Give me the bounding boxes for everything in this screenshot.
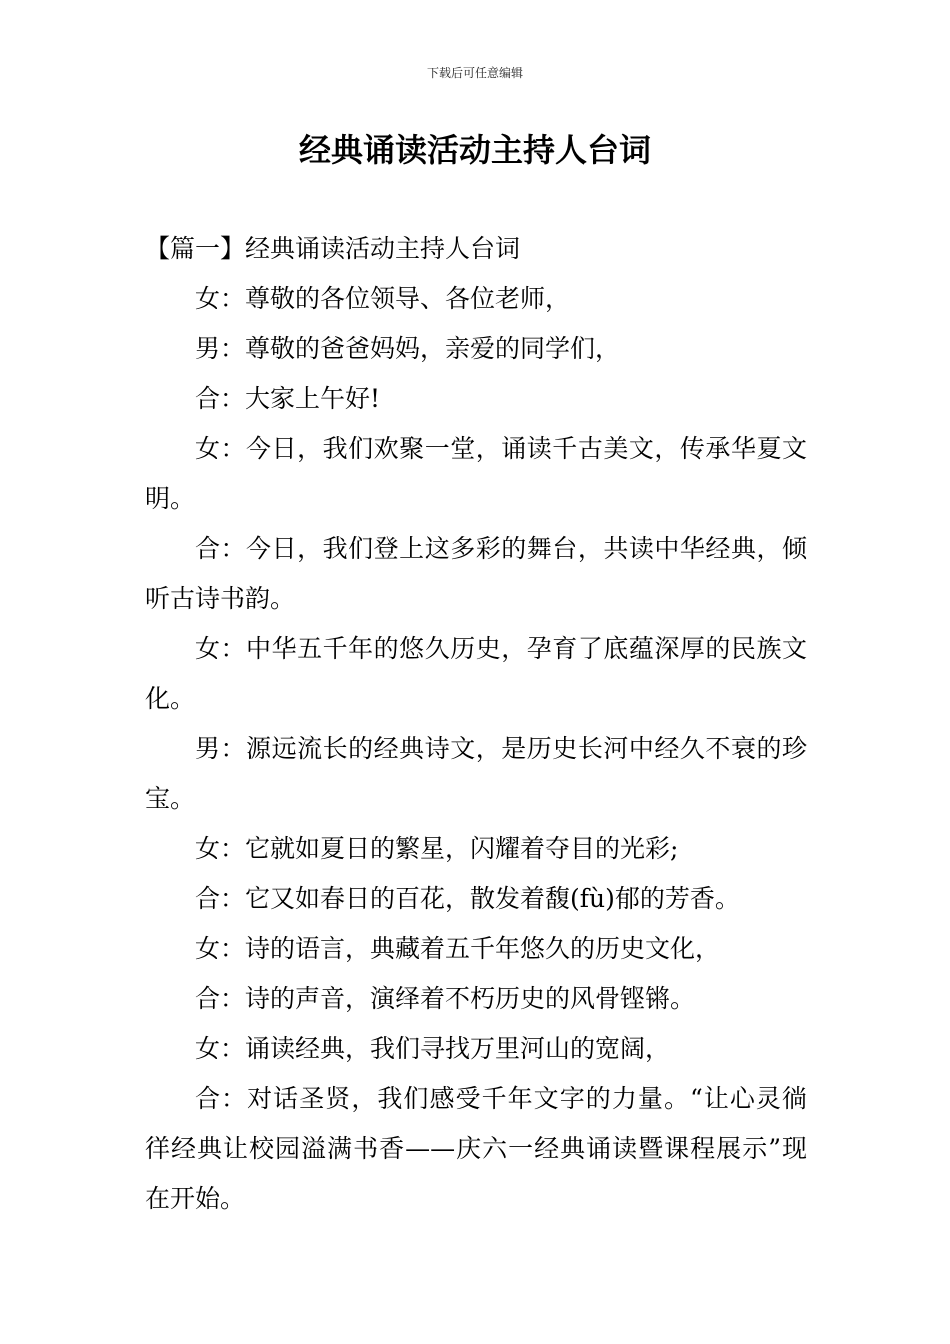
document-title: 经典诵读活动主持人台词 — [298, 131, 651, 169]
paragraph: 合：诗的声音，演绎着不朽历史的风骨铿锵。 — [195, 984, 696, 1013]
paragraph: 女：中华五千年的悠久历史，孕育了底蕴深厚的民族文化。 — [145, 634, 807, 713]
paragraph: 女：诗的语言，典藏着五千年悠久的历史文化， — [195, 934, 721, 963]
paragraph: 女：今日，我们欢聚一堂，诵读千古美文，传承华夏文明。 — [145, 434, 807, 513]
paragraph: 男：尊敬的爸爸妈妈，亲爱的同学们， — [195, 334, 621, 363]
paragraph: 男：源远流长的经典诗文，是历史长河中经久不衰的珍宝。 — [145, 734, 807, 813]
paragraph: 合：大家上午好! — [195, 384, 381, 413]
paragraph: 女：尊敬的各位领导、各位老师， — [195, 284, 571, 313]
paragraph: 合：对话圣贤，我们感受千年文字的力量。“让心灵徜徉经典让校园溢满书香——庆六一经典诵读暨课程展示”现在开始。 — [145, 1084, 807, 1213]
document-body — [145, 224, 807, 1224]
paragraph: 合：它又如春日的百花，散发着馥(fù)郁的芳香。 — [195, 884, 740, 913]
paragraph: 合：今日，我们登上这多彩的舞台，共读中华经典，倾听古诗书韵。 — [145, 534, 807, 613]
paragraph: 女：它就如夏日的繁星，闪耀着夺目的光彩; — [195, 834, 679, 863]
header-note: 下载后可任意编辑 — [426, 66, 523, 80]
paragraph: 女：诵读经典，我们寻找万里河山的宽阔， — [195, 1034, 671, 1063]
section-heading: 【篇一】经典诵读活动主持人台词 — [145, 234, 521, 263]
